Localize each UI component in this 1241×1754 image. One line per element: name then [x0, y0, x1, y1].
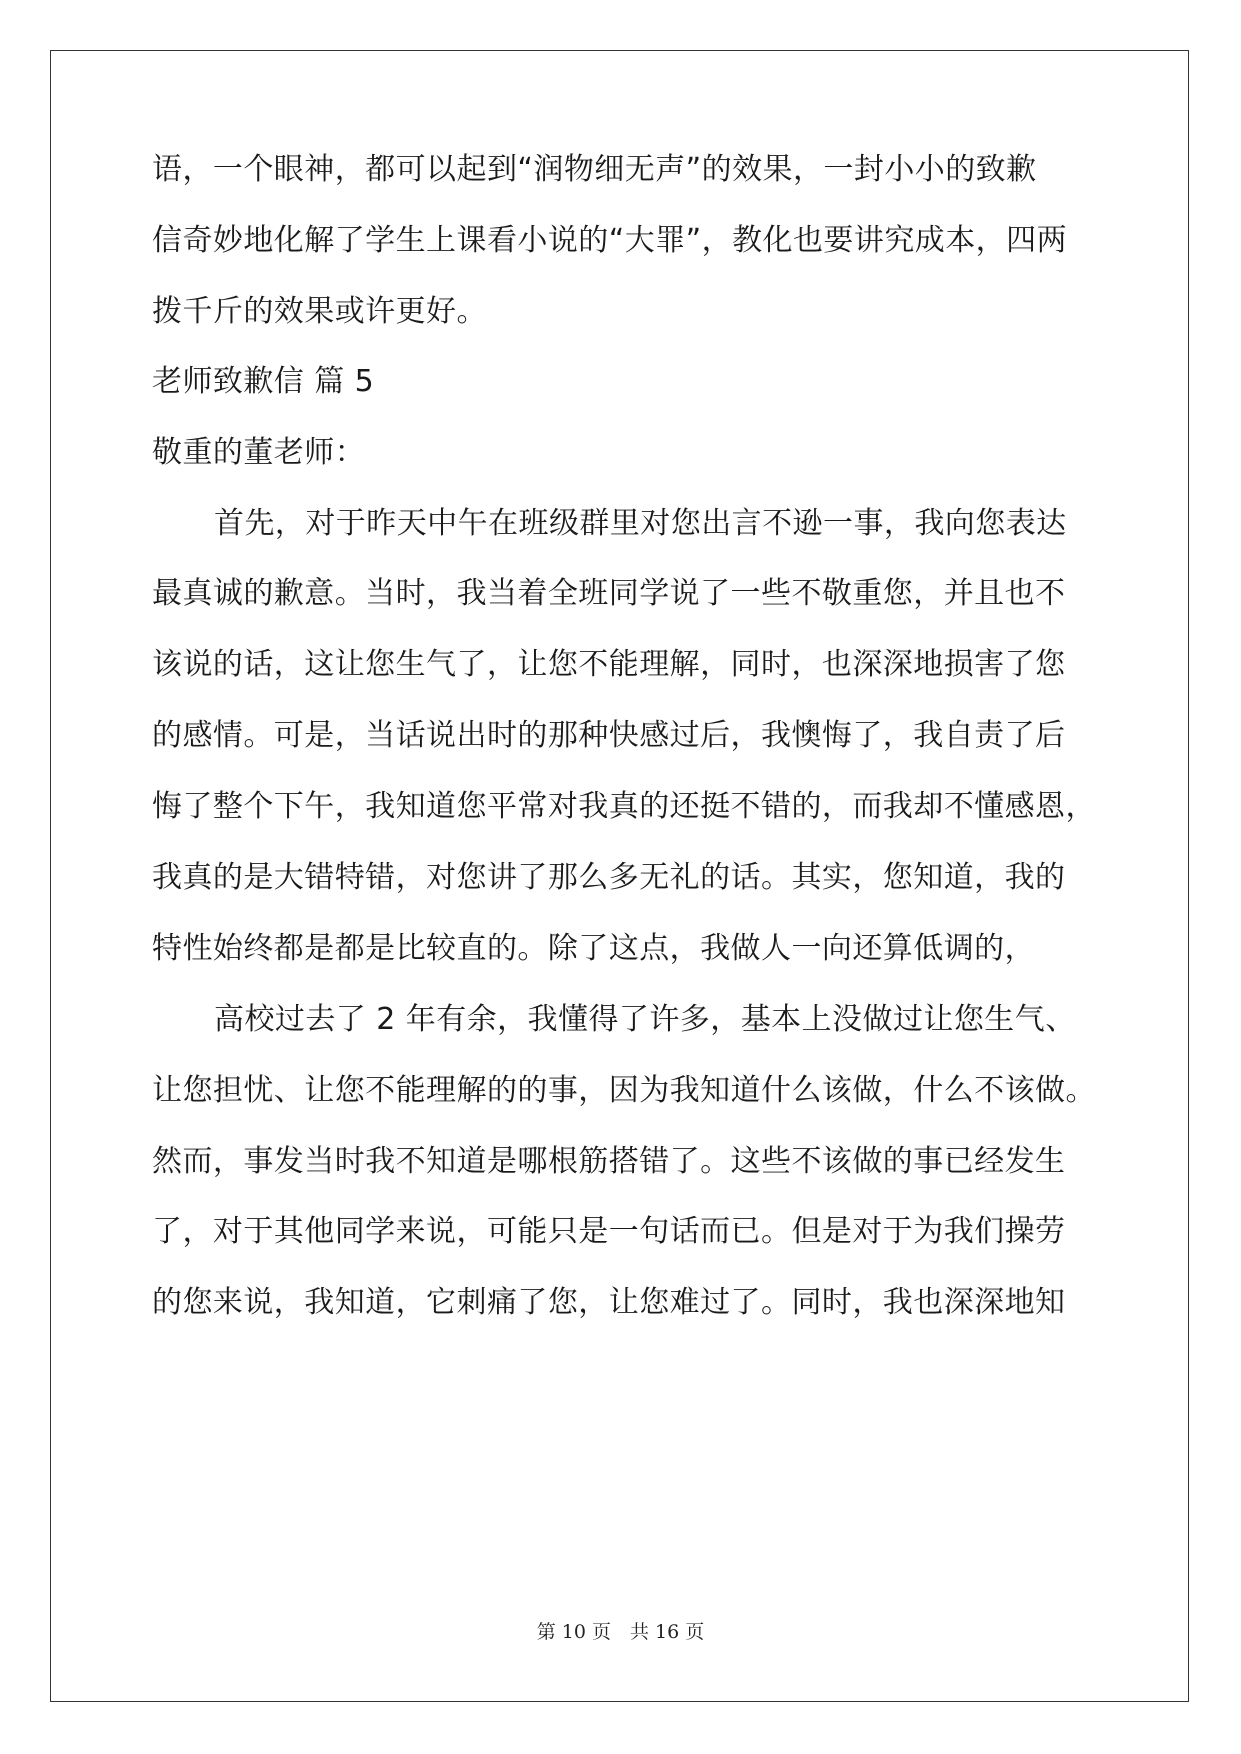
text-line: 首先，对于昨天中午在班级群里对您出言不逊一事，我向您表达	[214, 506, 1067, 541]
text-line: 悔了整个下午，我知道您平常对我真的还挺不错的，而我却不懂感恩，	[152, 789, 1096, 824]
text-line: 最真诚的歉意。当时，我当着全班同学说了一些不敬重您，并且也不	[152, 576, 1066, 611]
text-line: 了，对于其他同学来说，可能只是一句话而已。但是对于为我们操劳	[152, 1214, 1066, 1249]
text-line: 我真的是大错特错，对您讲了那么多无礼的话。其实，您知道，我的	[152, 860, 1066, 895]
text-line: 高校过去了 2 年有余，我懂得了许多，基本上没做过让您生气、	[214, 1002, 1076, 1037]
section-heading: 老师致歉信 篇 5	[152, 364, 375, 399]
page-number: 第 10 页 共 16 页	[536, 1621, 705, 1643]
text-line: 特性始终都是都是比较直的。除了这点，我做人一向还算低调的，	[152, 931, 1036, 966]
salutation: 敬重的董老师：	[152, 435, 366, 470]
text-line: 语，一个眼神，都可以起到“润物细无声”的效果，一封小小的致歉	[152, 152, 1037, 187]
text-line: 然而，事发当时我不知道是哪根筋搭错了。这些不该做的事已经发生	[152, 1144, 1066, 1179]
text-line: 拨千斤的效果或许更好。	[152, 294, 487, 329]
text-line: 的您来说，我知道，它刺痛了您，让您难过了。同时，我也深深地知	[152, 1285, 1066, 1320]
text-line: 该说的话，这让您生气了，让您不能理解，同时，也深深地损害了您	[152, 647, 1066, 682]
text-line: 让您担忧、让您不能理解的的事，因为我知道什么该做，什么不该做。	[152, 1073, 1096, 1108]
text-line: 信奇妙地化解了学生上课看小说的“大罪”，教化也要讲究成本，四两	[152, 223, 1068, 258]
text-line: 的感情。可是，当话说出时的那种快感过后，我懊悔了，我自责了后	[152, 718, 1066, 753]
